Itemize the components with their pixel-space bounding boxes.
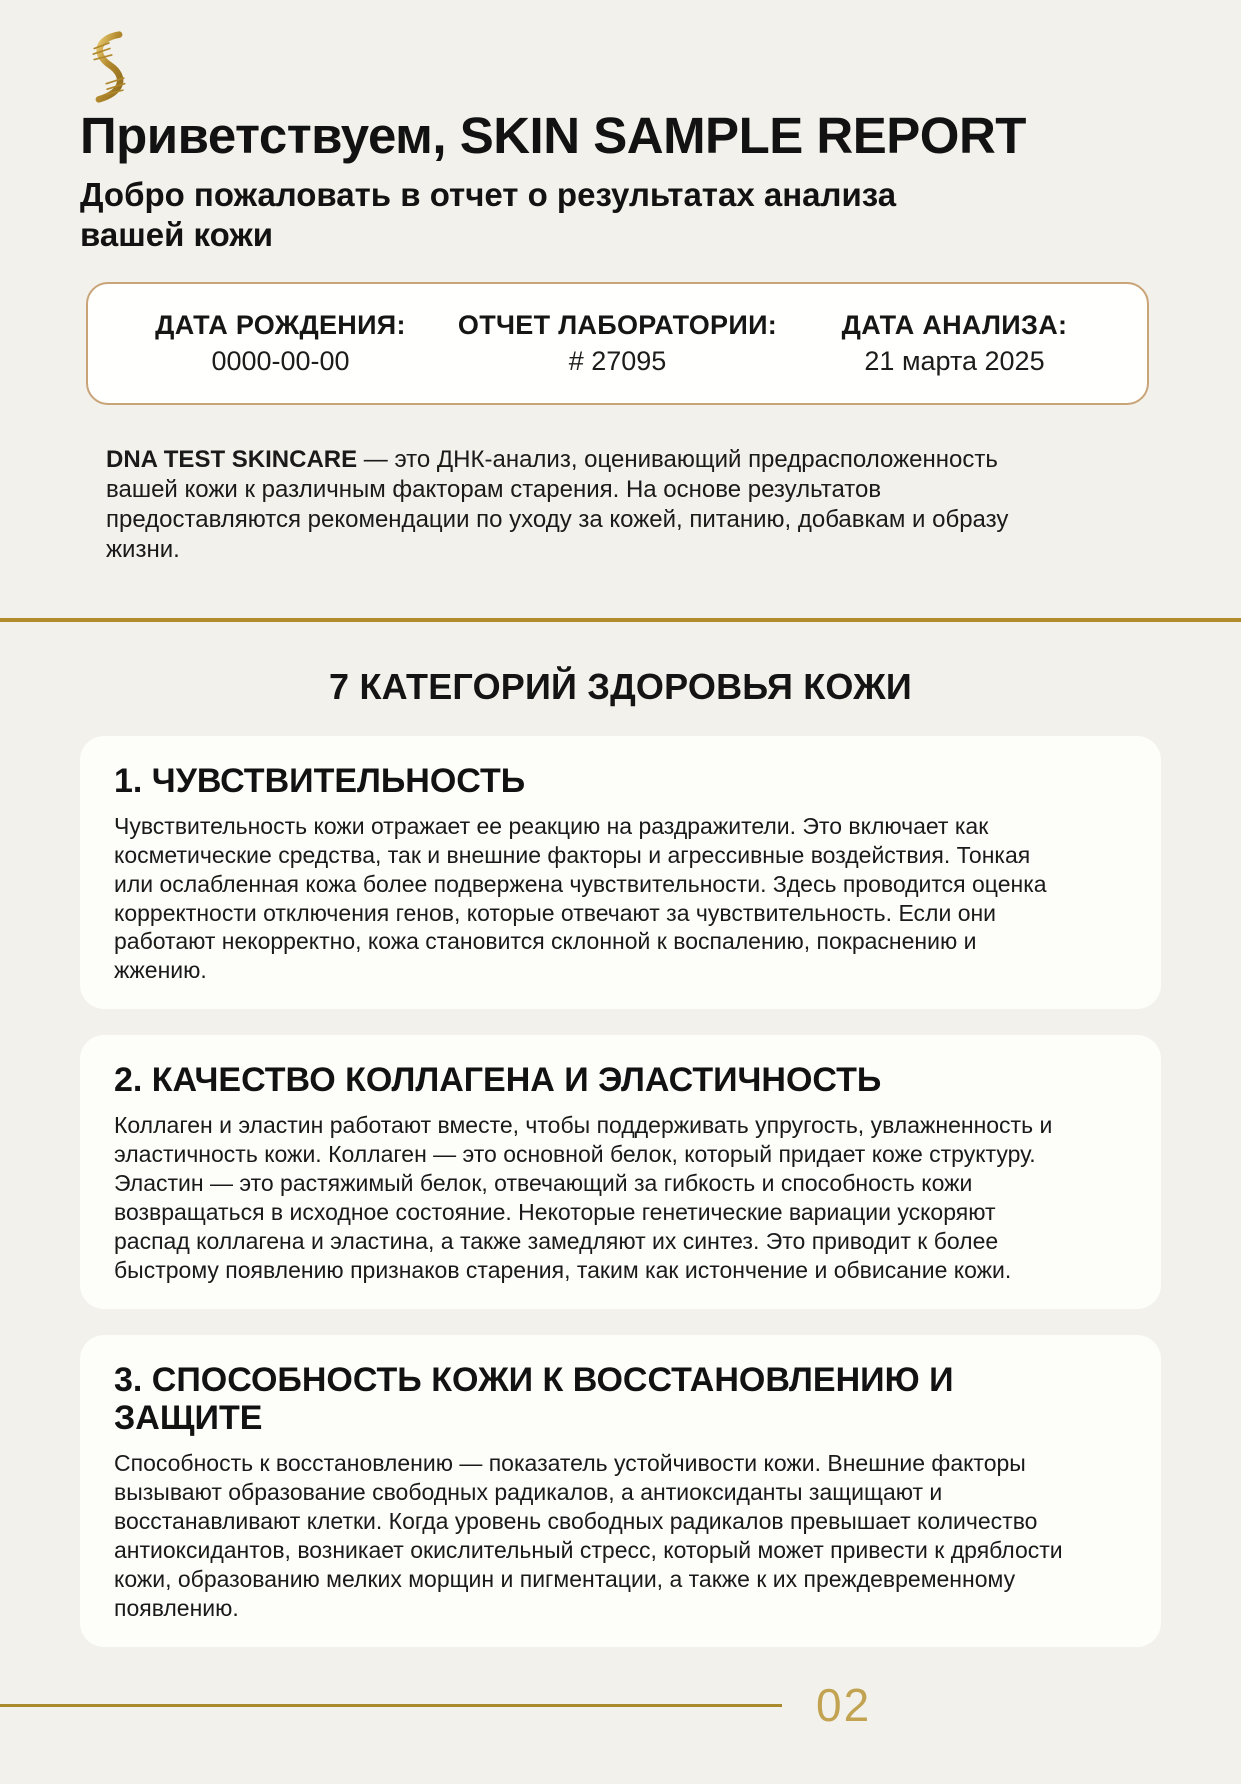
card-text: Способность к восстановлению — показатель устойчивости кожи. Внешние факторы вызывают образование свободных радикалов, а антиоксиданты защищают и восстанавливают клетки. Когда уровень свободных радикалов превышает количество антиоксидантов, возникает окислительный стресс, который может привести к дряблости кожи, образованию мелких морщин и пигментации, а также к их преждевременному появлению. [114,1450,1063,1622]
card-text: Коллаген и эластин работают вместе, чтобы поддерживать упругость, увлажненность и эластичность кожи. Коллаген — это основной белок, который придает коже структуру. Эластин — это растяжимый белок, отвечающий за гибкость и способность кожи возвращаться в исходное состояние. Некоторые генетические вариации ускоряют распад коллагена и эластина, а также замедляют их синтез. Это приводит к более быстрому появлению признаков старения, таким как истончение и обвисание кожи. [114,1112,1053,1284]
analysis-date-label: ДАТА АНАЛИЗА: [841,309,1068,340]
page-title: Приветствуем, SKIN SAMPLE REPORT [80,107,1026,164]
card-title: 2. КАЧЕСТВО КОЛЛАГЕНА И ЭЛАСТИЧНОСТЬ [114,1061,882,1100]
report-meta-box [86,282,1149,405]
lab-report-value: # 27095 [568,345,667,376]
card-title: 3. СПОСОБНОСТЬ КОЖИ К ВОССТАНОВЛЕНИЮ И ЗАЩИТЕ [114,1361,954,1438]
category-card-sensitivity [80,736,1161,1010]
footer-rule [0,1704,782,1707]
page-footer [0,1678,1241,1732]
gold-divider [0,618,1241,622]
intro-paragraph [106,445,1051,566]
intro-text: — это ДНК-анализ, оценивающий предрасположенность вашей кожи к различным факторам старения. На основе результатов предоставляются рекомендации по уходу за кожей, питанию, добавкам и образу жизни. [106,445,1009,564]
birth-date-field [112,310,449,377]
page-subtitle: Добро пожаловать в отчет о результатах анализа вашей кожи [80,176,897,254]
birth-date-label: ДАТА РОЖДЕНИЯ: [155,309,406,340]
dna-helix-icon [80,30,138,104]
birth-date-value: 0000-00-00 [211,345,350,376]
card-title: 1. ЧУВСТВИТЕЛЬНОСТЬ [114,761,526,800]
card-text: Чувствительность кожи отражает ее реакцию на раздражители. Это включает как косметические средства, так и внешние факторы и агрессивные воздействия. Тонкая или ослабленная кожа более подвержена чувствительности. Здесь проводится оценка корректности отключения генов, которые отвечают за чувствительность. Если они работают некорректно, кожа становится склонной к воспалению, покраснению и жжению. [114,812,1047,984]
section-heading: 7 КАТЕГОРИЙ ЗДОРОВЬЯ КОЖИ [329,665,912,707]
analysis-date-value: 21 марта 2025 [864,345,1045,376]
lab-report-field [449,310,786,377]
intro-lead: DNA TEST SKINCARE [106,445,358,473]
lab-report-label: ОТЧЕТ ЛАБОРАТОРИИ: [457,309,778,340]
categories-section [0,666,1241,1648]
category-card-collagen [80,1035,1161,1309]
category-card-repair [80,1335,1161,1647]
report-page [0,30,1241,566]
page-number: 02 [816,1679,872,1731]
analysis-date-field [786,310,1123,377]
